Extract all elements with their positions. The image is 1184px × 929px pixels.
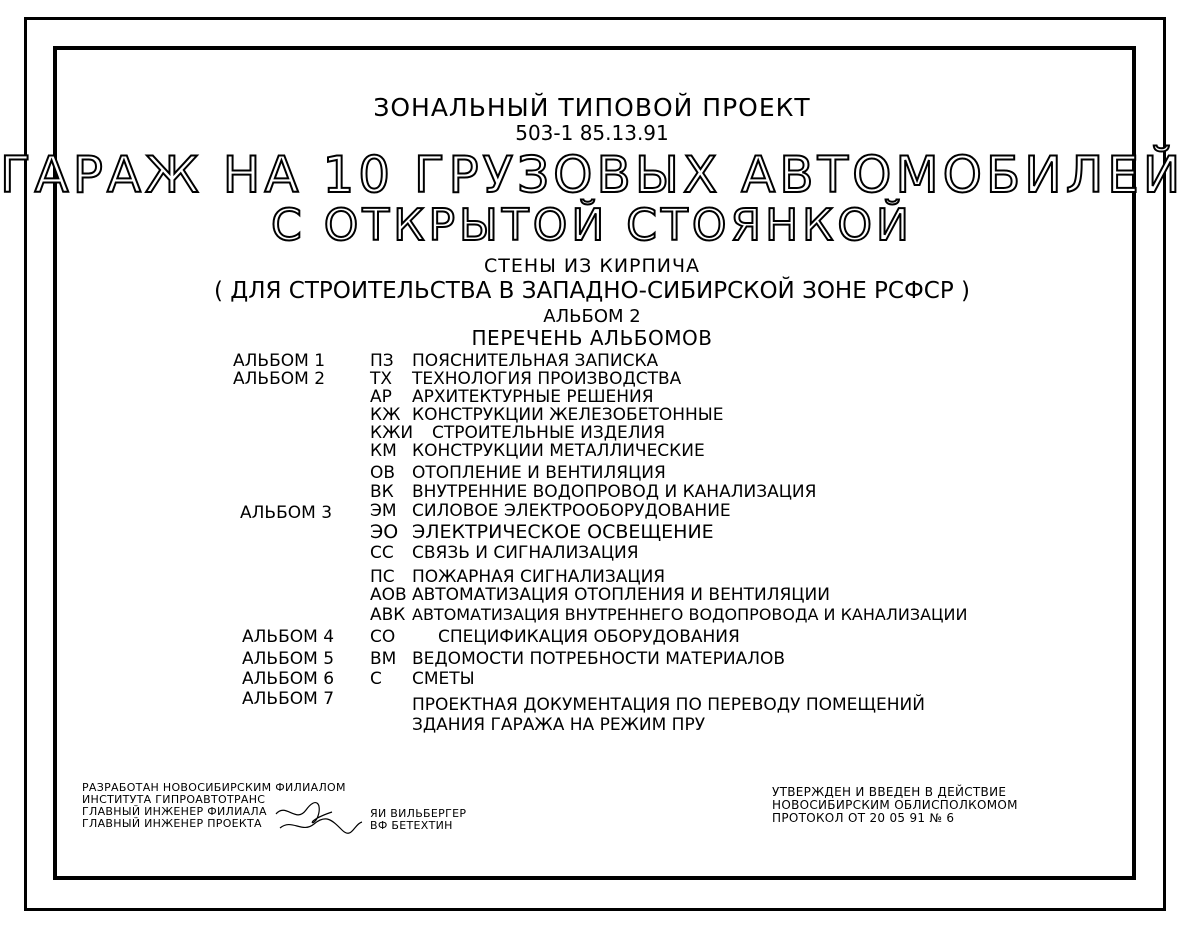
developer-line: РАЗРАБОТАН НОВОСИБИРСКИМ ФИЛИАЛОМ	[82, 781, 346, 794]
approval-line: УТВЕРЖДЕН И ВВЕДЕН В ДЕЙСТВИЕ	[772, 785, 1007, 799]
chief-engineer-branch: ЯИ ВИЛЬБЕРГЕР	[370, 807, 467, 820]
section-code: СО	[370, 627, 396, 647]
walls-subtitle: СТЕНЫ ИЗ КИРПИЧА	[483, 255, 701, 277]
title-line-2: С ОТКРЫТОЙ СТОЯНКОЙ	[271, 200, 913, 251]
section-code: КЖИ	[370, 423, 414, 443]
section-code: ПС	[370, 567, 395, 587]
section-code: КМ	[370, 441, 397, 461]
section-code: ВК	[370, 482, 394, 502]
section-title: СМЕТЫ	[412, 669, 475, 689]
section-title: ТЕХНОЛОГИЯ ПРОИЗВОДСТВА	[412, 369, 682, 389]
project-type: ЗОНАЛЬНЫЙ ТИПОВОЙ ПРОЕКТ	[373, 93, 811, 122]
section-title: КОНСТРУКЦИИ ЖЕЛЕЗОБЕТОННЫЕ	[412, 405, 724, 425]
section-code: ОВ	[370, 463, 396, 483]
section-title: КОНСТРУКЦИИ МЕТАЛЛИЧЕСКИЕ	[412, 441, 705, 461]
section-title: ЗДАНИЯ ГАРАЖА НА РЕЖИМ ПРУ	[412, 715, 706, 735]
section-title: СТРОИТЕЛЬНЫЕ ИЗДЕЛИЯ	[432, 423, 666, 443]
album-label: АЛЬБОМ 5	[242, 649, 335, 669]
approval-protocol: ПРОТОКОЛ ОТ 20 05 91 № 6	[772, 811, 955, 825]
section-title: АВТОМАТИЗАЦИЯ ОТОПЛЕНИЯ И ВЕНТИЛЯЦИИ	[412, 585, 830, 605]
signature-icon	[272, 800, 364, 836]
album-label: АЛЬБОМ 3	[240, 503, 333, 523]
developer-line: ГЛАВНЫЙ ИНЖЕНЕР ПРОЕКТА	[82, 817, 262, 830]
section-code: С	[370, 669, 382, 689]
album-label: АЛЬБОМ 1	[233, 351, 326, 371]
album-label: АЛЬБОМ 2	[233, 369, 326, 389]
section-title: АРХИТЕКТУРНЫЕ РЕШЕНИЯ	[412, 387, 654, 407]
list-title: ПЕРЕЧЕНЬ АЛЬБОМОВ	[471, 326, 713, 350]
section-title: ПОЖАРНАЯ СИГНАЛИЗАЦИЯ	[412, 567, 666, 587]
section-title: ВНУТРЕННИЕ ВОДОПРОВОД И КАНАЛИЗАЦИЯ	[412, 482, 817, 502]
developer-line: ГЛАВНЫЙ ИНЖЕНЕР ФИЛИАЛА	[82, 805, 267, 818]
section-title: ЭЛЕКТРИЧЕСКОЕ ОСВЕЩЕНИЕ	[412, 521, 714, 543]
section-code: АОВ	[370, 585, 407, 605]
section-code: ВМ	[370, 649, 397, 669]
section-title: СПЕЦИФИКАЦИЯ ОБОРУДОВАНИЯ	[438, 627, 740, 647]
album-label: АЛЬБОМ 7	[242, 689, 335, 709]
section-code: СС	[370, 543, 394, 563]
section-title: СИЛОВОЕ ЭЛЕКТРООБОРУДОВАНИЕ	[412, 501, 731, 521]
section-title: АВТОМАТИЗАЦИЯ ВНУТРЕННЕГО ВОДОПРОВОДА И КАНАЛИЗАЦИИ	[412, 605, 968, 624]
section-code: АР	[370, 387, 392, 407]
section-title: СВЯЗЬ И СИГНАЛИЗАЦИЯ	[412, 543, 639, 563]
album-label: АЛЬБОМ 6	[242, 669, 335, 689]
section-code: АВК	[370, 605, 406, 625]
album-label: АЛЬБОМ 4	[242, 627, 335, 647]
section-code: ЭМ	[370, 501, 397, 521]
section-code: ПЗ	[370, 351, 394, 371]
section-title: ВЕДОМОСТИ ПОТРЕБНОСТИ МАТЕРИАЛОВ	[412, 649, 786, 669]
section-title: ОТОПЛЕНИЕ И ВЕНТИЛЯЦИЯ	[412, 463, 666, 483]
chief-engineer-project: ВФ БЕТЕХТИН	[370, 819, 453, 832]
section-code: КЖ	[370, 405, 401, 425]
project-code: 503-1 85.13.91	[515, 121, 669, 145]
approval-line: НОВОСИБИРСКИМ ОБЛИСПОЛКОМОМ	[772, 798, 1018, 812]
section-title: ПРОЕКТНАЯ ДОКУМЕНТАЦИЯ ПО ПЕРЕВОДУ ПОМЕЩЕНИЙ	[412, 695, 925, 715]
region-subtitle: ( ДЛЯ СТРОИТЕЛЬСТВА В ЗАПАДНО-СИБИРСКОЙ ЗОНЕ РСФСР )	[213, 278, 971, 304]
section-code: ТХ	[370, 369, 393, 389]
section-title: ПОЯСНИТЕЛЬНАЯ ЗАПИСКА	[412, 351, 659, 371]
section-code: ЭО	[370, 521, 399, 543]
title-line-1: ГАРАЖ НА 10 ГРУЗОВЫХ АВТОМОБИЛЕЙ	[0, 146, 1184, 204]
developer-line: ИНСТИТУТА ГИПРОАВТОТРАНС	[82, 793, 266, 806]
album-number: АЛЬБОМ 2	[543, 306, 641, 327]
